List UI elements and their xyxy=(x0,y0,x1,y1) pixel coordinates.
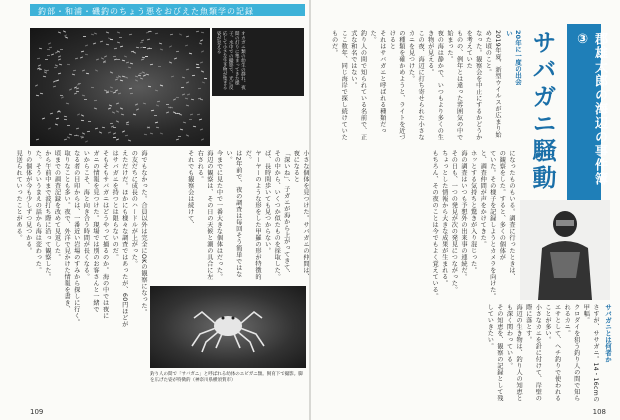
fish-speck xyxy=(82,133,85,135)
fish-speck xyxy=(48,127,51,129)
fish-speck xyxy=(47,55,50,56)
fish-speck xyxy=(126,61,129,63)
fish-speck xyxy=(75,58,78,60)
fish-speck xyxy=(159,48,162,50)
fish-speck xyxy=(106,43,109,44)
left-lower-line: はサバガニを持つとは限らないのだ。 xyxy=(111,150,119,261)
left-lower-line: なる者の目印からは、一番近い岩場のすみから探しに行く。 xyxy=(72,150,80,326)
fish-speck xyxy=(110,86,113,88)
left-lower-line: た。そういうまえの話から海は変わった。 xyxy=(34,150,42,274)
fish-speck xyxy=(189,113,192,115)
fish-speck xyxy=(147,47,150,49)
fish-speck xyxy=(71,74,74,76)
fish-speck xyxy=(65,36,68,38)
fish-speck xyxy=(95,69,98,71)
left-lower-line: の友だちに成長のハードルが上がった。 xyxy=(130,150,138,267)
fish-speck xyxy=(186,36,189,38)
fish-speck xyxy=(196,64,199,66)
fish-speck xyxy=(100,41,103,43)
fish-photo-caption: オカガニ類の幼生の群れ。夜間の灯りに集まってきた様子。水中での撮影で、光に反応して小さな生き物が集まる姿が見える xyxy=(216,31,246,90)
fish-speck xyxy=(147,86,150,88)
fish-speck xyxy=(155,32,158,34)
fish-speck xyxy=(85,44,88,46)
fish-speck xyxy=(64,139,67,141)
fish-speck xyxy=(67,136,70,138)
fish-speck xyxy=(101,58,104,60)
fish-speck xyxy=(81,119,84,120)
fish-speck xyxy=(183,121,186,123)
fish-speck xyxy=(122,130,125,132)
right-middle-line: ホッとする気持ちと驚きが入り混じった。 xyxy=(469,150,477,274)
fish-speck xyxy=(185,45,188,47)
fish-speck xyxy=(158,66,161,67)
fish-speck xyxy=(76,91,79,92)
fish-speck xyxy=(108,104,111,106)
subhead-second: サバガニとは何者か xyxy=(604,304,612,363)
fish-speck xyxy=(64,115,67,117)
fish-speck xyxy=(155,122,158,124)
series-title: 郡雄太郎の海辺の事件簿③ xyxy=(575,32,607,186)
fish-speck xyxy=(129,87,132,88)
fish-photo-caption-box xyxy=(212,28,304,96)
fish-speck xyxy=(48,42,51,44)
fish-speck xyxy=(202,81,205,83)
fish-speck xyxy=(139,78,142,80)
fish-speck xyxy=(50,112,53,114)
right-body-upper xyxy=(320,30,502,142)
fish-speck xyxy=(75,128,78,130)
fish-speck xyxy=(196,114,199,116)
fish-speck xyxy=(116,103,119,105)
fish-speck xyxy=(201,139,204,141)
fish-speck xyxy=(117,32,120,34)
fish-speck xyxy=(117,42,120,44)
fish-speck xyxy=(166,111,169,113)
fish-speck xyxy=(37,58,40,60)
fish-speck xyxy=(36,94,39,95)
fish-speck xyxy=(182,76,185,78)
right-upper-line: の種類を確かめようと、ライトを近づけると xyxy=(388,30,405,141)
fish-speck xyxy=(59,63,62,65)
fish-speck xyxy=(128,139,131,141)
fish-speck xyxy=(49,47,52,49)
left-lower-line: ガニの情報を見つけた。現場では別のお客さんと一緒で xyxy=(91,150,99,313)
fish-speck xyxy=(117,59,120,60)
fish-speck xyxy=(94,127,97,129)
fish-speck xyxy=(116,138,119,140)
fish-speck xyxy=(56,118,59,120)
right-middle-line: その日も、一つの発見が次の発見につながった。 xyxy=(450,150,458,293)
fish-speck xyxy=(113,132,116,134)
fish-speck xyxy=(150,63,153,64)
fish-speck xyxy=(196,67,199,68)
fish-speck xyxy=(160,85,163,87)
fish-speck xyxy=(85,140,88,142)
fish-speck xyxy=(63,31,66,33)
fish-speck xyxy=(200,40,203,42)
fish-speck xyxy=(69,134,72,136)
chapter-title: サバガニ騒動 xyxy=(528,30,556,192)
fish-speck xyxy=(45,59,48,60)
fish-school-photo xyxy=(30,28,210,146)
fish-speck xyxy=(145,56,148,57)
fish-speck xyxy=(173,98,176,100)
fish-speck xyxy=(118,92,121,94)
fish-speck xyxy=(136,108,139,110)
fish-speck xyxy=(106,32,109,34)
fish-speck xyxy=(125,135,128,136)
fish-speck xyxy=(199,99,202,101)
left-upper-line: ば、長時間歩いても見つからない。 xyxy=(263,150,271,254)
fish-speck xyxy=(108,132,111,134)
right-middle-line: と、調査仲間が声をかけてきた。 xyxy=(479,150,487,248)
gutter xyxy=(309,0,311,420)
fish-speck xyxy=(144,134,147,135)
fish-speck xyxy=(122,60,125,62)
right-upper-line: 2019年夏、新型ウイルスが広まり始めた頃のこと。 xyxy=(484,30,501,138)
fish-speck xyxy=(201,31,204,32)
fish-speck xyxy=(93,42,96,44)
right-middle-line: ていた。その様子を記録しようとカメラを向けた。 xyxy=(488,150,496,300)
subhead-first: 20年に一度の出会い xyxy=(505,30,522,85)
fish-speck xyxy=(66,103,69,105)
fish-speck xyxy=(35,84,38,86)
fish-speck xyxy=(80,57,83,59)
fish-speck xyxy=(58,73,61,75)
fish-speck xyxy=(99,132,102,134)
fish-speck xyxy=(42,117,45,119)
fish-speck xyxy=(155,90,158,92)
crab-photo xyxy=(150,286,306,368)
fish-speck xyxy=(36,138,39,140)
fish-speck xyxy=(169,45,172,47)
fish-speck xyxy=(119,37,122,38)
fish-speck xyxy=(157,101,160,102)
fish-speck xyxy=(191,99,194,101)
left-upper-line: その中から、いくつか似たものを採取した。 xyxy=(273,150,281,280)
left-upper-line: 海辺の観察は、その日の天候と潮の具合に左右される。 xyxy=(196,150,213,280)
fish-speck xyxy=(84,99,87,100)
right-lower-line: その知恵を、観察の記録として残していきたい。 xyxy=(486,304,503,402)
fish-speck xyxy=(82,69,85,71)
fish-speck xyxy=(169,33,172,35)
right-middle-line: 海の調査はいつも予想外の出来事の連続だ。 xyxy=(459,150,467,280)
fish-speck xyxy=(174,57,177,59)
left-upper-line: 今までに見た中で一番大きな個体はだった。 xyxy=(215,150,223,280)
fish-speck xyxy=(60,49,63,50)
left-upper-line: 「深いね」、子ガニが海から上がってきて、 xyxy=(282,150,290,277)
fish-speck xyxy=(199,118,202,120)
fish-speck xyxy=(87,131,90,132)
crab-illustration xyxy=(190,304,266,354)
fish-speck xyxy=(171,76,174,78)
fish-speck xyxy=(140,42,143,44)
fish-speck xyxy=(76,88,79,90)
fish-speck xyxy=(67,125,70,126)
fish-speck xyxy=(77,84,80,86)
fish-speck xyxy=(185,97,188,99)
left-body-lower xyxy=(15,150,148,400)
fish-speck xyxy=(156,127,159,128)
fish-speck xyxy=(115,89,118,91)
fish-speck xyxy=(133,113,136,115)
fish-speck xyxy=(154,115,157,116)
fish-speck xyxy=(147,39,150,41)
fish-speck xyxy=(91,34,94,36)
fish-speck xyxy=(39,48,42,50)
fish-speck xyxy=(81,136,84,138)
right-body-lower xyxy=(486,304,600,404)
author-figure xyxy=(520,200,610,300)
fish-speck xyxy=(186,135,189,137)
right-middle-line: もちろん、その夜のことは今でもよく覚えている。 xyxy=(431,150,439,300)
fish-speck xyxy=(58,59,61,61)
fish-speck xyxy=(82,95,85,97)
fish-speck xyxy=(64,118,67,119)
left-upper-line: それでも観察会は続けて、 xyxy=(186,150,194,228)
fish-speck xyxy=(176,50,179,51)
fish-speck xyxy=(110,72,113,74)
right-upper-line: なった。観察会を中止にするかどうかを考えていた xyxy=(465,30,482,141)
page-number-left: 109 xyxy=(30,408,44,416)
fish-speck xyxy=(81,115,84,117)
fish-speck xyxy=(198,87,201,88)
fish-speck xyxy=(196,31,199,33)
fish-speck xyxy=(128,67,131,69)
fish-speck xyxy=(179,34,182,36)
fish-speck xyxy=(166,104,169,105)
fish-speck xyxy=(181,86,184,87)
left-lower-line: 頃までの調査記録を改めて見返した。 xyxy=(53,150,61,261)
right-lower-line: クロダイを狙う釣り人の間で知られるカニ。 xyxy=(563,304,580,402)
fish-speck xyxy=(186,82,189,84)
fish-speck xyxy=(143,103,146,105)
right-lower-line: 海辺の生き物は、釣り人の知恵とも深く関わっている。 xyxy=(505,304,523,402)
left-lower-line: そもそもサバガニはどうやって捕るのか。海の中では夜に xyxy=(101,150,109,319)
left-lower-line: 取りなことも多い。夜で、外洋で見かけた情報を書き、 xyxy=(63,150,71,313)
right-lower-line: さすが、ササガニ。14・16cmの甲幅。 xyxy=(582,304,599,403)
fish-speck xyxy=(74,135,77,136)
fish-speck xyxy=(85,53,88,55)
fish-speck xyxy=(73,93,76,95)
fish-speck xyxy=(169,61,172,63)
fish-speck xyxy=(135,103,138,105)
fish-speck xyxy=(120,108,123,110)
fish-speck xyxy=(73,69,76,71)
fish-speck xyxy=(141,59,144,61)
fish-speck xyxy=(150,133,153,135)
fish-speck xyxy=(61,96,64,98)
right-lower-line: エサとして、ヘチ釣りで使われることが多い。 xyxy=(543,304,561,402)
fish-speck xyxy=(88,121,91,122)
fish-speck xyxy=(186,105,189,107)
fish-speck xyxy=(57,50,60,52)
fish-speck xyxy=(115,79,118,81)
fish-speck xyxy=(120,45,123,47)
fish-speck xyxy=(113,127,116,128)
fish-speck xyxy=(124,55,127,57)
fish-speck xyxy=(156,105,159,107)
fish-speck xyxy=(54,67,57,68)
fish-speck xyxy=(67,64,70,65)
fish-speck xyxy=(94,32,97,34)
fish-speck xyxy=(178,136,181,137)
fish-speck xyxy=(192,75,195,76)
fish-speck xyxy=(201,50,204,52)
fish-speck xyxy=(121,114,124,116)
fish-speck xyxy=(108,107,111,109)
right-upper-line: ここ数年、同じ海岸で探し続けていたものだ。 xyxy=(330,30,348,141)
left-upper-line: 小さな個体を見つけた。サバガニの仲間は、夜になると xyxy=(292,150,309,280)
crab-photo-caption: 釣り人の間で「サバガニ」と呼ばれる幼体のエビガニ類。飼育下で撮影。脚を広げた姿が特徴的（神奈川県横須賀市） xyxy=(150,372,303,384)
fish-speck xyxy=(77,113,80,115)
header-text: 釣部・和浦・磯釣のちょう悪をおびえた魚類学の記録 xyxy=(38,7,254,16)
right-body-middle xyxy=(320,150,516,300)
fish-speck xyxy=(186,69,189,71)
fish-speck xyxy=(122,76,125,78)
left-lower-line: 海でもなかった。合員以外は完全にOKの観察になった。 xyxy=(140,150,147,316)
right-upper-line: ものの、例年とは違った雰囲気の中で始まった。 xyxy=(445,30,463,141)
series-title-box xyxy=(567,24,607,200)
fish-speck xyxy=(55,124,58,126)
fish-speck xyxy=(83,36,86,37)
fish-speck xyxy=(150,110,153,111)
fish-speck xyxy=(179,128,182,130)
fish-speck xyxy=(86,73,89,75)
fish-speck xyxy=(199,129,202,131)
fish-speck xyxy=(189,52,192,54)
fish-speck xyxy=(201,71,204,73)
right-upper-line: 釣り人の間で知られている名前で、正式な和名ではない。 xyxy=(349,30,367,141)
right-middle-line: になったものもいる。調査に行ったときは、 xyxy=(508,150,515,280)
fish-speck xyxy=(51,54,54,56)
fish-speck xyxy=(114,48,117,50)
fish-speck xyxy=(110,123,113,124)
fish-speck xyxy=(189,119,192,120)
fish-speck xyxy=(200,62,203,64)
fish-speck xyxy=(52,80,55,82)
fish-speck xyxy=(143,74,146,76)
fish-speck xyxy=(125,77,128,79)
fish-speck xyxy=(113,137,116,138)
right-upper-line: 夜の海は静かで、いつもより多くの生き物が見える。 xyxy=(426,30,444,141)
left-lower-line: りの個体が今も少しずつ見つかる。 xyxy=(24,150,32,254)
fish-speck xyxy=(112,112,115,114)
author-photo xyxy=(520,200,610,300)
left-lower-line: から午前中まで波打ち際に沿って観察した。 xyxy=(43,150,51,280)
fish-speck xyxy=(91,87,94,88)
fish-speck xyxy=(81,50,84,52)
fish-speck xyxy=(160,133,163,135)
page-number-right: 108 xyxy=(592,408,606,416)
fish-speck xyxy=(94,100,97,101)
right-upper-line: この夜、海辺に打ち寄せられた小さなカニを見つけた。 xyxy=(407,30,425,141)
right-upper-line: それはサバガニと呼ばれる種類だった。 xyxy=(369,30,386,134)
fish-speck xyxy=(94,108,97,110)
right-middle-line: の観察をした。すると、多くの個体が xyxy=(498,150,506,261)
fish-speck xyxy=(58,55,61,57)
fish-speck xyxy=(102,127,105,129)
fish-speck xyxy=(120,79,123,81)
fish-speck xyxy=(176,139,179,141)
fish-speck xyxy=(47,49,50,50)
fish-speck xyxy=(204,78,207,79)
fish-speck xyxy=(96,58,99,60)
left-lower-line: いからこそ、海と向き合う時間が長くなる。 xyxy=(82,150,90,280)
fish-speck xyxy=(135,76,138,78)
fish-speck xyxy=(176,97,179,98)
fish-speck xyxy=(104,55,107,57)
left-upper-line: は2年前で、夜の調査は毎回そう簡単ではない。 xyxy=(225,150,242,278)
fish-speck xyxy=(40,93,43,95)
fish-speck xyxy=(135,79,138,81)
fish-speck xyxy=(113,56,116,57)
left-lower-line: えただけだ。ほかにも様々な調査ではあったが、60円ほどが xyxy=(120,150,128,328)
fish-speck xyxy=(129,33,132,34)
fish-speck xyxy=(43,76,46,77)
fish-speck xyxy=(126,124,129,125)
fish-speck xyxy=(130,63,133,65)
fish-speck xyxy=(69,88,72,90)
left-body-upper xyxy=(150,150,310,282)
fish-speck xyxy=(58,32,61,34)
fish-speck xyxy=(181,93,184,95)
fish-speck xyxy=(116,110,119,112)
fish-speck xyxy=(133,51,136,53)
fish-speck xyxy=(193,125,196,126)
left-lower-line: 見送られていったことがある。 xyxy=(15,150,23,241)
right-middle-line: ちょっとした情報から大きな成果が生まれる。 xyxy=(440,150,448,287)
fish-speck xyxy=(199,42,202,44)
fish-speck xyxy=(130,93,133,94)
left-upper-line: ヤーヤーのような形をした甲羅の形が特徴的だ。 xyxy=(244,150,261,280)
fish-speck xyxy=(159,43,162,45)
fish-speck xyxy=(116,121,119,123)
fish-speck xyxy=(142,71,145,73)
fish-speck xyxy=(53,85,56,87)
fish-speck xyxy=(187,93,190,95)
right-lower-line: 小さなカニを針に付けて、岸壁の際に落とす。 xyxy=(524,304,542,402)
